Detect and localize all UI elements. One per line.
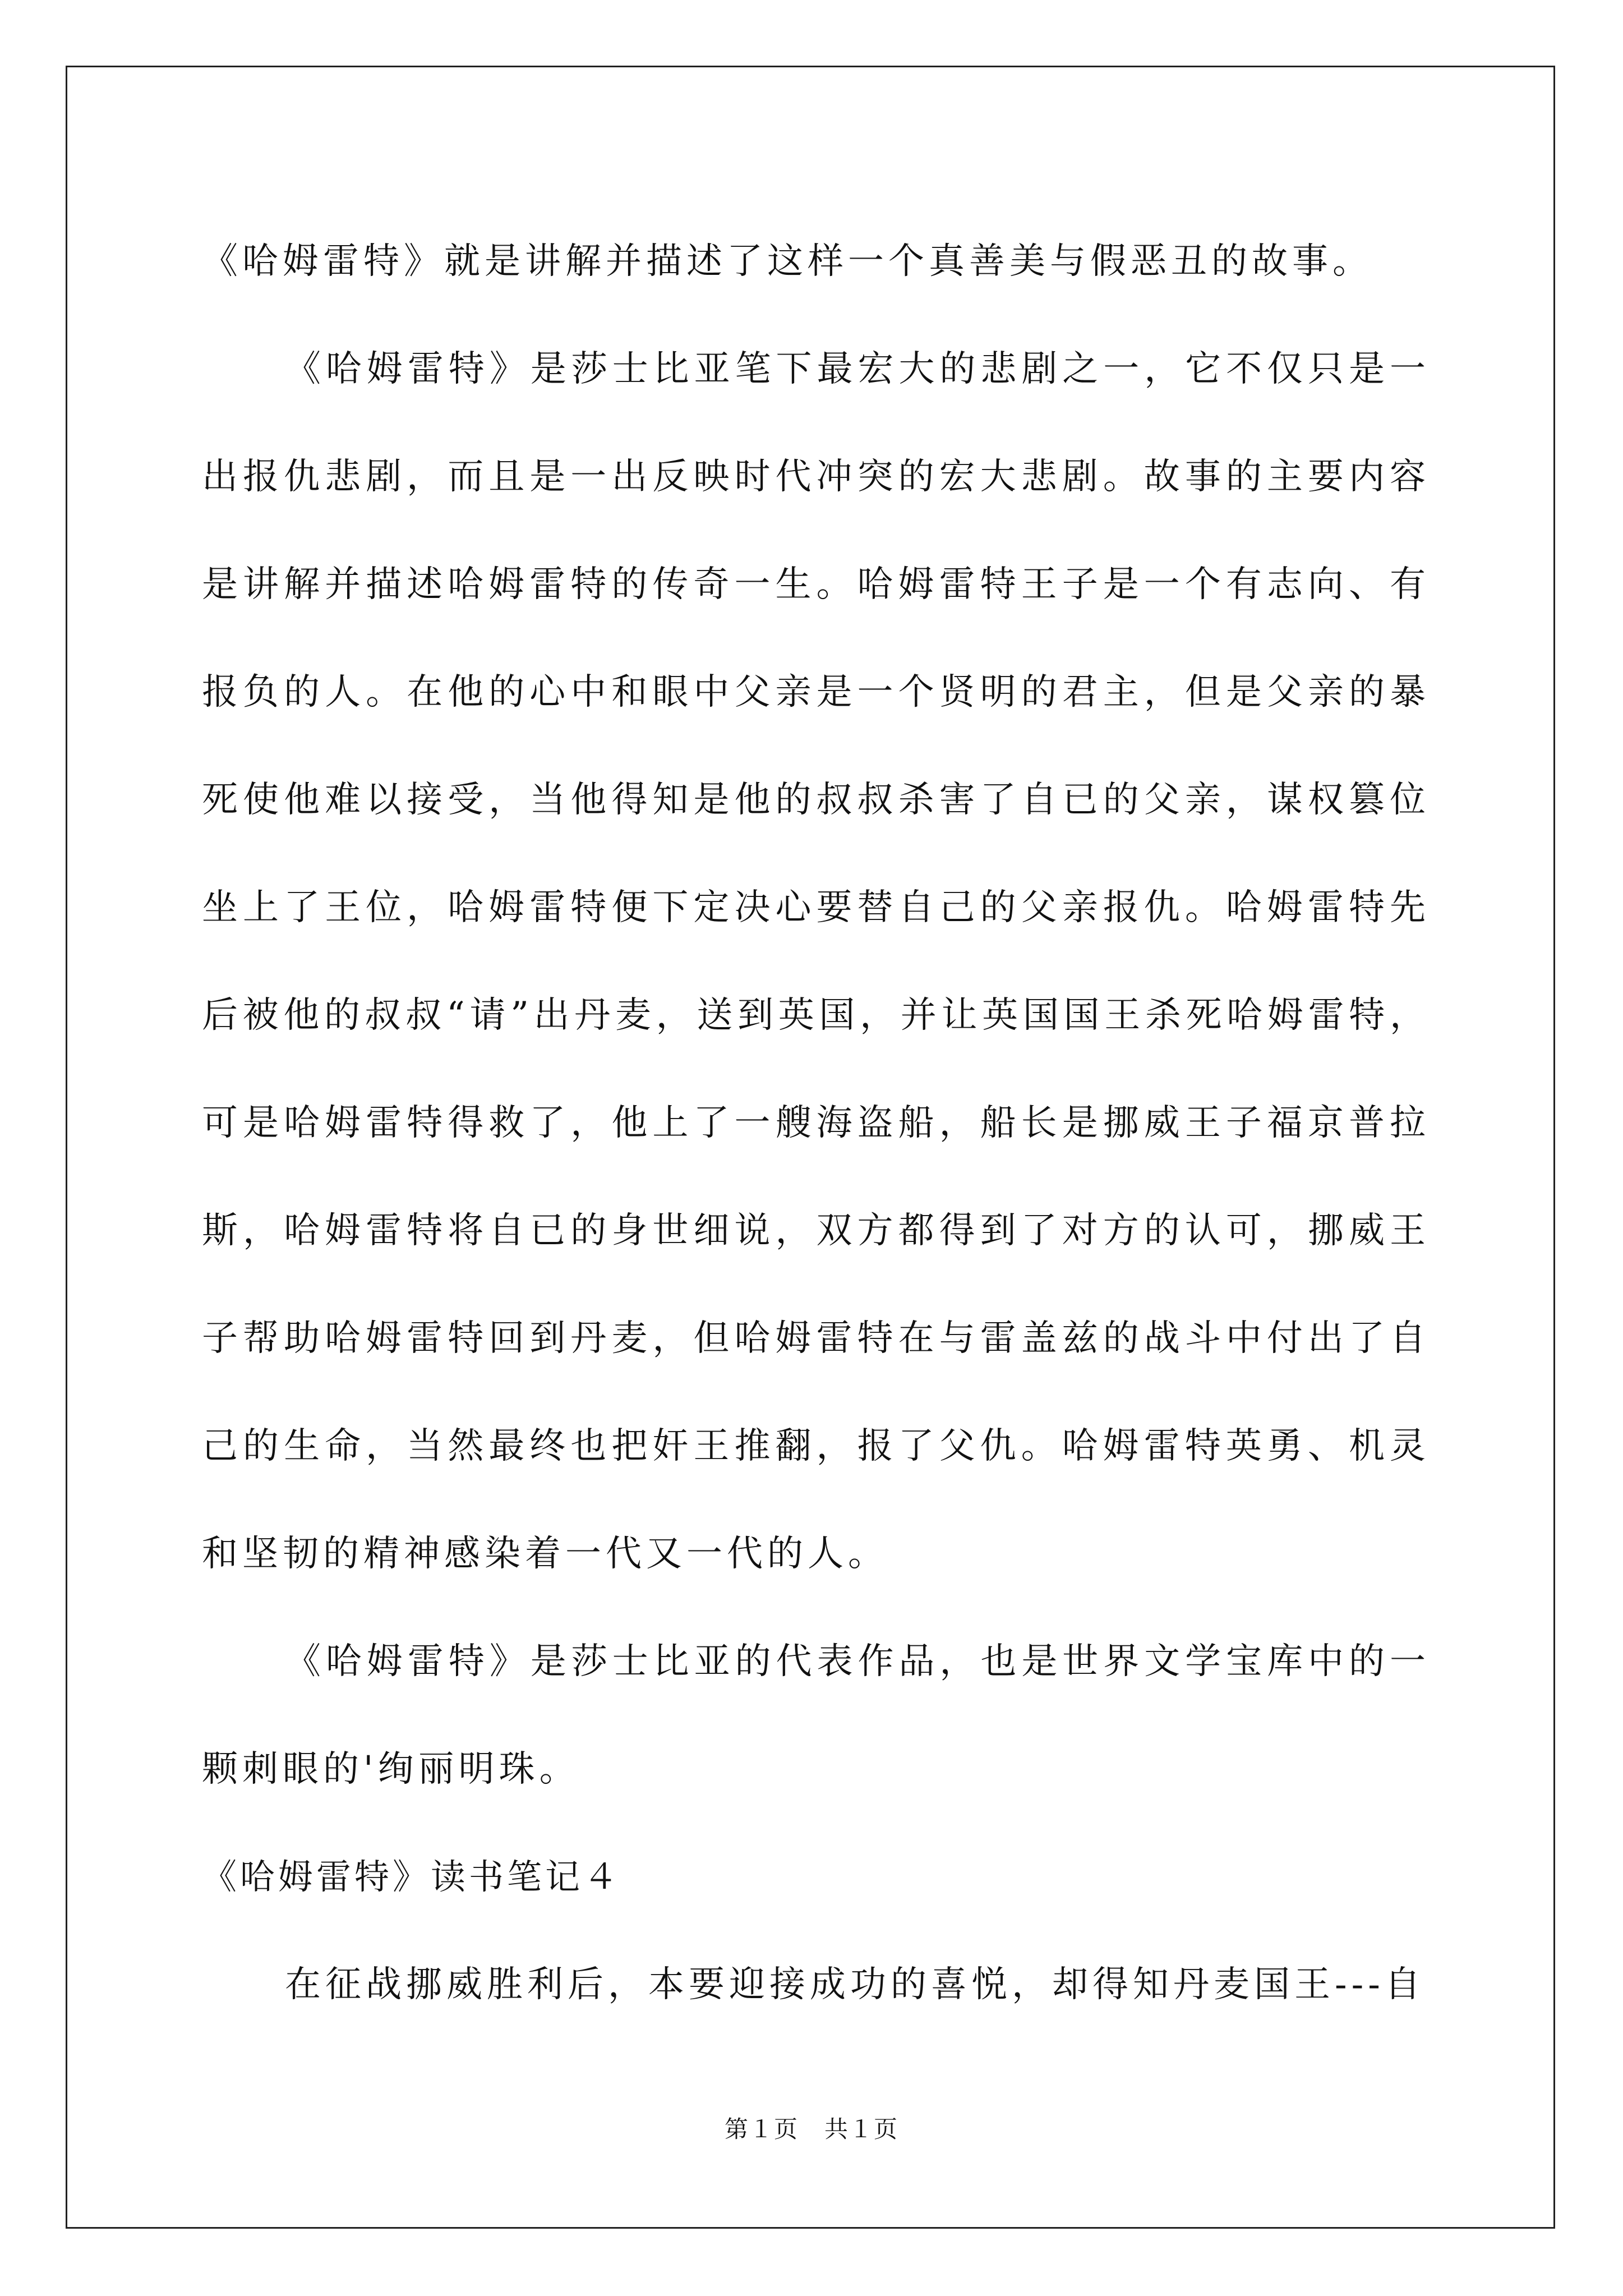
document-body xyxy=(202,208,1430,2039)
section-heading: 《哈姆雷特》读书笔记４ xyxy=(202,1856,622,1897)
page-total: 共１页 xyxy=(824,2115,899,2143)
page-footer xyxy=(0,2111,1623,2145)
paragraph-intro-conclusion: 《哈姆雷特》就是讲解并描述了这样一个真善美与假恶丑的故事。 xyxy=(202,241,1373,282)
paragraph-plot-summary: 《哈姆雷特》是莎士比亚笔下最宏大的悲剧之一，它不仅只是一出报仇悲剧，而且是一出反映时代冲突的宏大悲剧。故事的主要内容是讲解并描述哈姆雷特的传奇一生。哈姆雷特王子是一个有志向、有报负的人。在他的心中和眼中父亲是一个贤明的君主，但是父亲的暴死使他难以接受，当他得知是他的叔叔杀害了自已的父亲，谋权篡位坐上了王位，哈姆雷特便下定决心要替自己的父亲报仇。哈姆雷特先后被他的叔叔“请”出丹麦，送到英国，并让英国国王杀死哈姆雷特，可是哈姆雷特得救了，他上了一艘海盗船，船长是挪威王子福京普拉斯，哈姆雷特将自已的身世细说，双方都得到了对方的认可，挪威王子帮助哈姆雷特回到丹麦，但哈姆雷特在与雷盖兹的战斗中付出了自己的生命，当然最终也把奸王推翻，报了父仇。哈姆雷特英勇、机灵和坚韧的精神感染着一代又一代的人。 xyxy=(202,348,1430,1575)
paragraph-next-section: 在征战挪威胜利后，本要迎接成功的喜悦，却得知丹麦国王---自 xyxy=(285,1964,1425,2005)
paragraph-masterpiece: 《哈姆雷特》是莎士比亚的代表作品，也是世界文学宝库中的一颗刺眼的'绚丽明珠。 xyxy=(202,1641,1430,1790)
footer-spacer xyxy=(799,2115,824,2143)
page-number: 第１页 xyxy=(724,2115,799,2143)
